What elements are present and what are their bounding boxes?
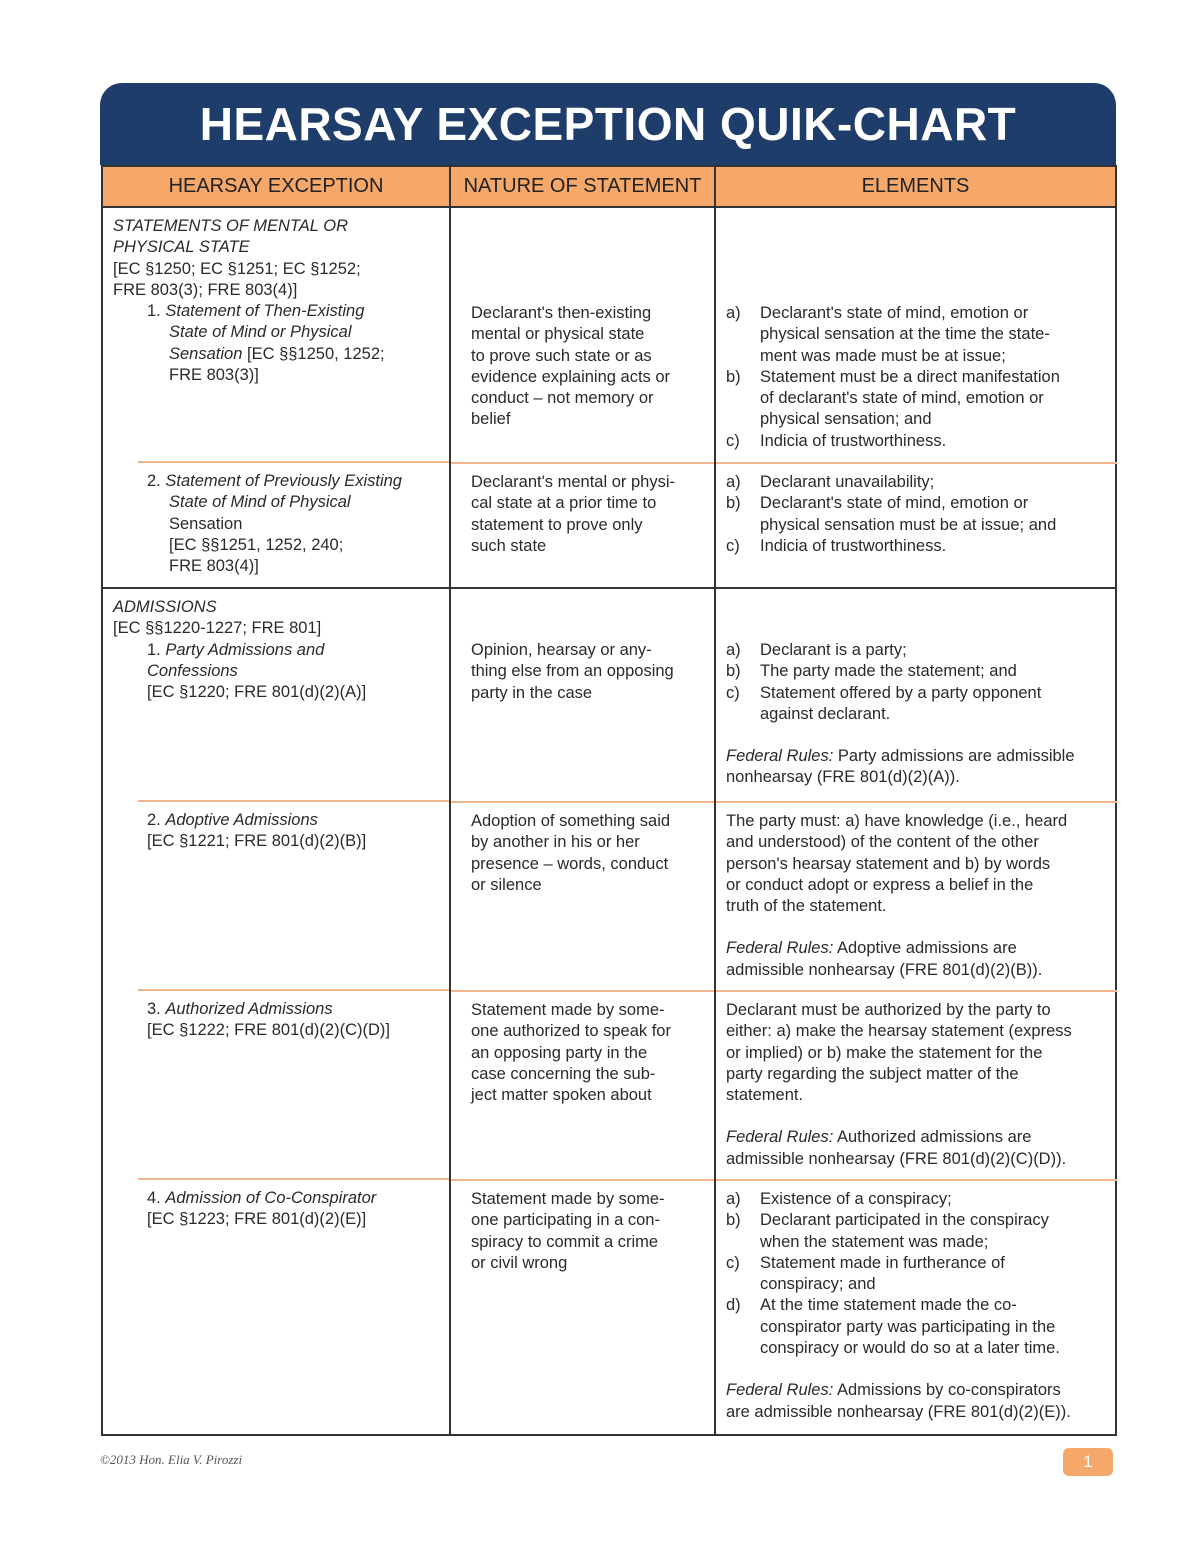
federal-rules-note: Federal Rules: Party admissions are admissible nonhearsay (FRE 801(d)(2)(A)). xyxy=(726,747,1075,787)
group-citation: [EC §§1220-1227; FRE 801] xyxy=(113,619,322,638)
exception-name: 3. Authorized Admissions [EC §1222; FRE 801(d)(2)(C)(D)] xyxy=(147,1000,390,1040)
group-heading: STATEMENTS OF MENTAL OR PHYSICAL STATE xyxy=(113,217,348,257)
page-title: HEARSAY EXCEPTION QUIK-CHART xyxy=(199,98,1017,150)
exception-name: 1. Statement of Then-Existing State of Mind or Physical Sensation [EC §§1250, 1252; FRE 803(3)] xyxy=(147,302,385,385)
exception-cell xyxy=(103,1180,449,1237)
federal-rules-note: Federal Rules: Admissions by co-conspirators are admissible nonhearsay (FRE 801(d)(2)(E)). xyxy=(726,1381,1071,1421)
nature-cell: Declarant's then-existing mental or physical state to prove such state or as evidence explaining acts or conduct – not memory or belief xyxy=(471,304,671,429)
list-item: a) Declarant unavailability; xyxy=(726,473,935,491)
exception-cell xyxy=(103,991,449,1048)
list-item: b) The party made the statement; and xyxy=(726,662,1017,681)
exception-cell xyxy=(103,802,449,859)
column-header-nature: NATURE OF STATEMENT xyxy=(450,166,715,207)
exception-cell xyxy=(103,208,449,392)
list-item: d) At the time statement made the co- conspirator party was participating in the conspiracy or would do so at a later time. xyxy=(726,1296,1060,1358)
list-item: b) Statement must be a direct manifestation of declarant's state of mind, emotion or physical sensation; and xyxy=(726,367,1060,429)
elements-cell xyxy=(716,589,1115,795)
list-item: a) Declarant is a party; xyxy=(726,641,907,659)
table-row xyxy=(102,991,1116,1180)
elements-cell xyxy=(716,1181,1115,1429)
nature-cell: Declarant's mental or physi- cal state at a prior time to statement to prove only such state xyxy=(471,473,675,555)
exception-name: 2. Statement of Previously Existing State of Mind of Physical Sensation [EC §§1251, 1252, 240; FRE 803(4)] xyxy=(147,472,402,576)
hearsay-chart-table xyxy=(101,165,1117,1436)
list-item: b) Declarant participated in the conspiracy when the statement was made; xyxy=(726,1211,1049,1251)
elements-text: Declarant must be authorized by the party to either: a) make the hearsay statement (express or implied) or b) make the statement for the party regarding the subject matter of the statement. xyxy=(726,1001,1072,1105)
elements-text: The party must: a) have knowledge (i.e., heard and understood) of the content of the other person's hearsay statement and b) by words or conduct adopt or express a belief in the truth of the statement. xyxy=(726,812,1068,916)
list-item: c) Statement made in furtherance of conspiracy; and xyxy=(726,1253,1005,1294)
nature-cell: Statement made by some- one authorized to speak for an opposing party in the case concerning the sub- ject matter spoken about xyxy=(471,1001,671,1105)
exception-cell xyxy=(103,463,449,583)
group-citation: [EC §1250; EC §1251; EC §1252; FRE 803(3); FRE 803(4)] xyxy=(113,259,361,299)
column-header-elements: ELEMENTS xyxy=(715,166,1116,207)
column-header-exception: HEARSAY EXCEPTION xyxy=(102,166,450,207)
exception-cell xyxy=(103,589,449,709)
header-row xyxy=(102,166,1116,207)
title-banner xyxy=(100,83,1116,165)
elements-cell xyxy=(716,208,1115,458)
exception-name: 4. Admission of Co-Conspirator [EC §1223; FRE 801(d)(2)(E)] xyxy=(147,1189,377,1229)
nature-cell: Statement made by some- one participating in a con- spiracy to commit a crime or civil wrong xyxy=(471,1190,665,1272)
list-item: c) Statement offered by a party opponent against declarant. xyxy=(726,683,1042,723)
group-heading: ADMISSIONS xyxy=(113,598,217,616)
list-item: a) Declarant's state of mind, emotion or physical sensation at the time the state- ment was made must be at issue; xyxy=(726,304,1050,365)
elements-cell xyxy=(716,992,1115,1176)
page-number-badge: 1 xyxy=(1063,1448,1113,1476)
nature-cell: Adoption of something said by another in his or her presence – words, conduct or silence xyxy=(471,812,671,894)
list-item: b) Declarant's state of mind, emotion or physical sensation must be at issue; and xyxy=(726,494,1057,534)
table-row xyxy=(102,802,1116,991)
exception-name: 1. Party Admissions and Confessions [EC §1220; FRE 801(d)(2)(A)] xyxy=(147,640,367,702)
federal-rules-note: Federal Rules: Authorized admissions are admissible nonhearsay (FRE 801(d)(2)(C)(D)). xyxy=(726,1128,1067,1168)
list-item: c) Indicia of trustworthiness. xyxy=(726,431,947,450)
table-row xyxy=(102,463,1116,588)
list-item: a) Existence of a conspiracy; xyxy=(726,1190,952,1208)
copyright-credit: ©2013 Hon. Elia V. Pirozzi xyxy=(100,1452,243,1467)
table-row xyxy=(102,207,1116,463)
table-row xyxy=(102,588,1116,802)
exception-name: 2. Adoptive Admissions [EC §1221; FRE 801(d)(2)(B)] xyxy=(147,811,367,851)
list-item: c) Indicia of trustworthiness. xyxy=(726,536,947,555)
table-row xyxy=(102,1180,1116,1435)
elements-cell xyxy=(716,803,1115,987)
nature-cell: Opinion, hearsay or any- thing else from an opposing party in the case xyxy=(471,641,674,702)
federal-rules-note: Federal Rules: Adoptive admissions are admissible nonhearsay (FRE 801(d)(2)(B)). xyxy=(726,939,1043,979)
elements-cell xyxy=(716,464,1115,563)
